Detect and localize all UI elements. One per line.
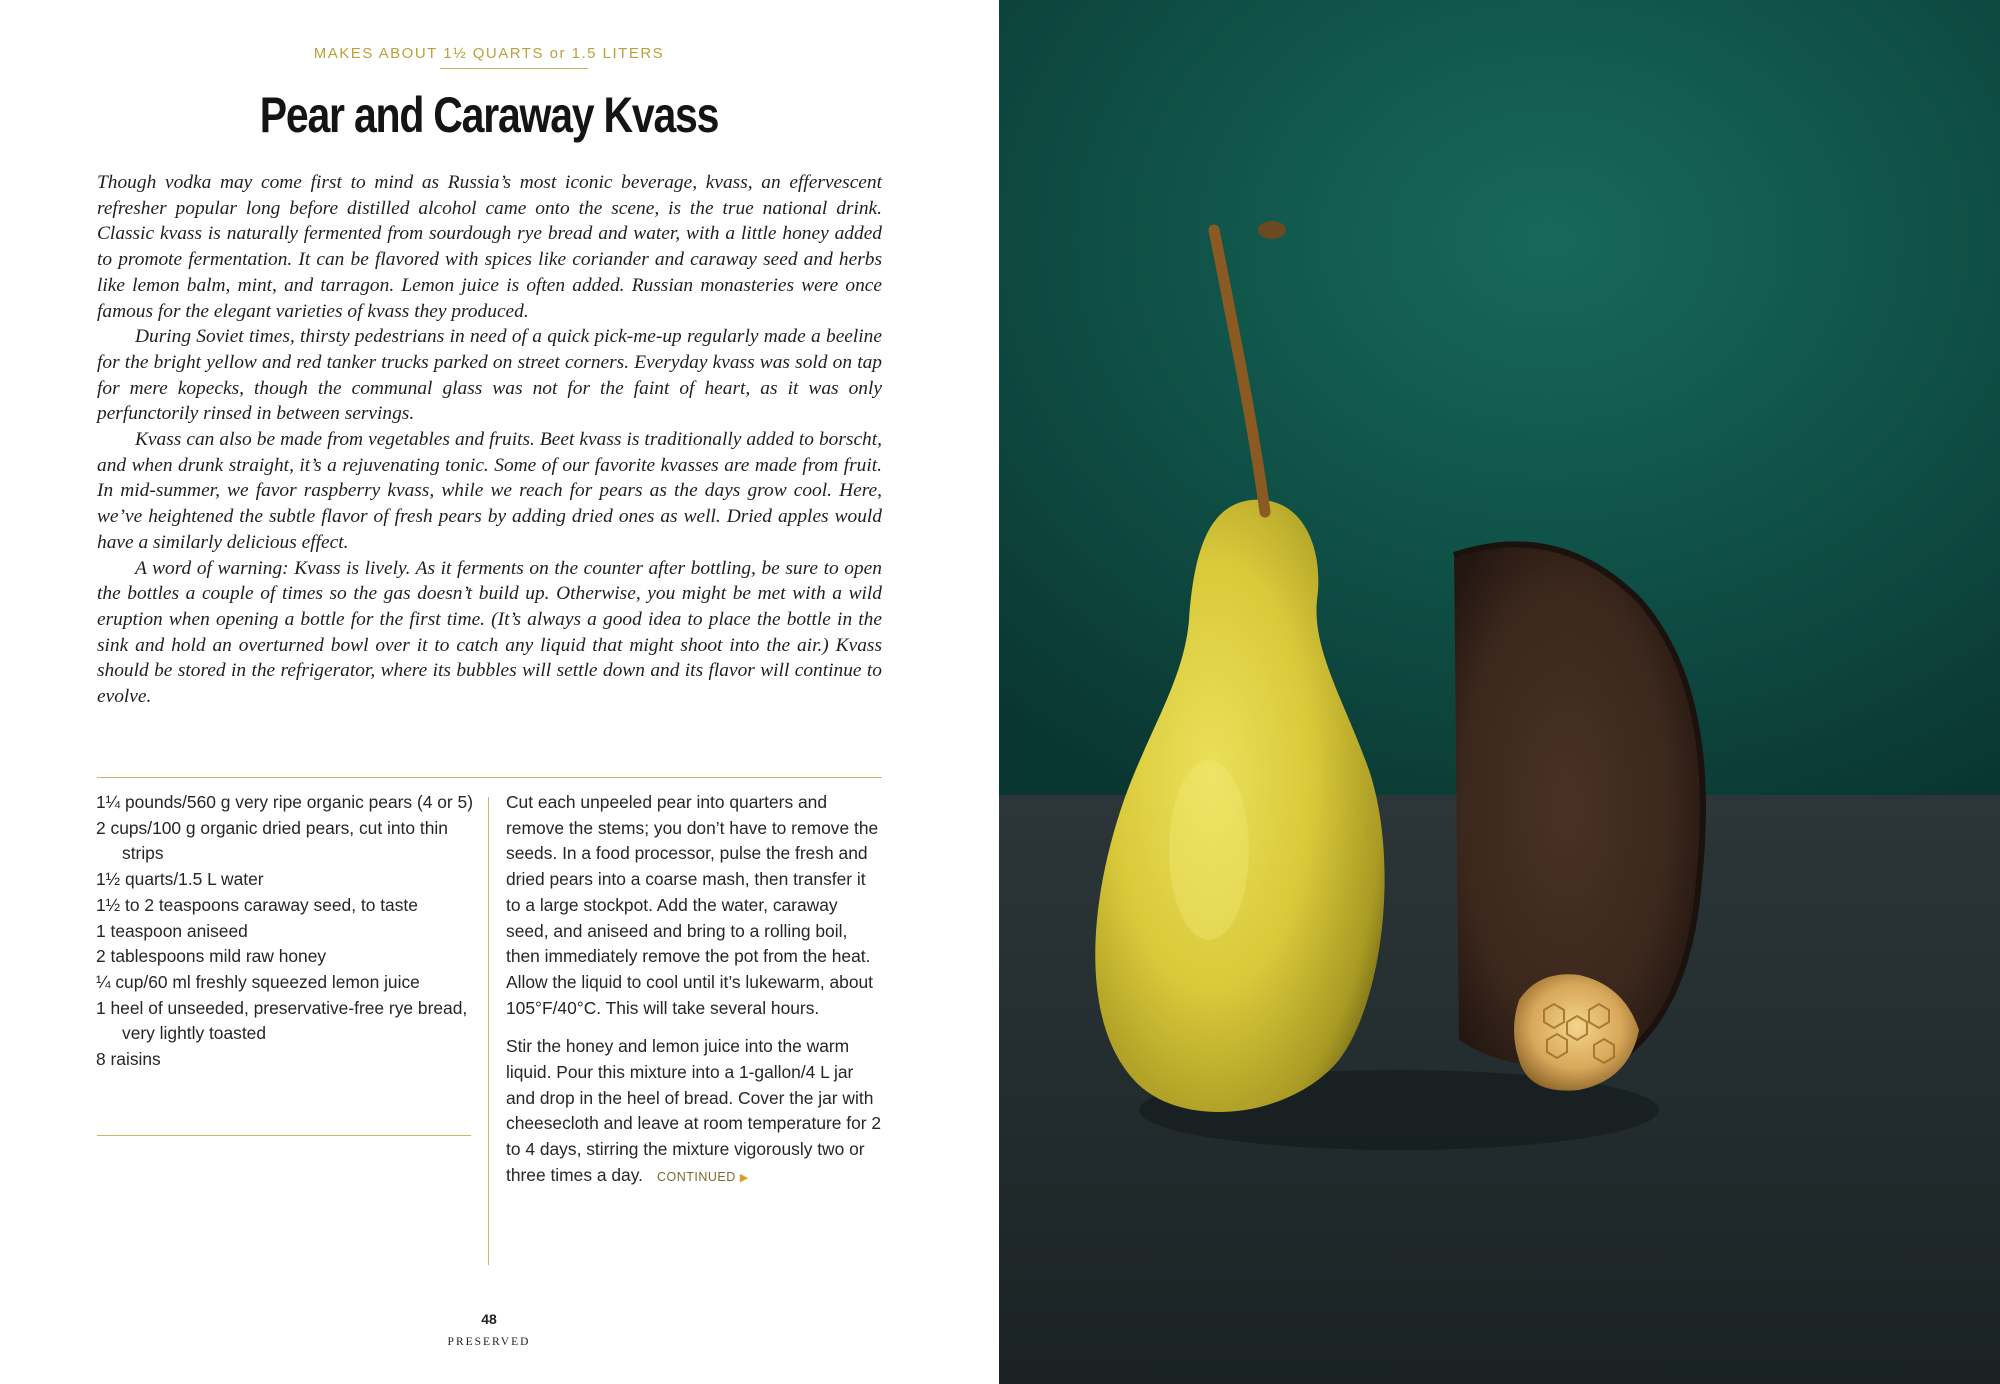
pear-highlight (1169, 760, 1249, 940)
section-divider (97, 777, 882, 778)
triangle-right-icon: ▶ (739, 1171, 749, 1184)
ingredient-item: 2 tablespoons mild raw honey (96, 946, 327, 967)
ingredients-list (96, 790, 476, 1073)
method-text (506, 790, 882, 1192)
ingredient-item: 1 teaspoon aniseed (96, 920, 248, 941)
continued-link[interactable] (657, 1170, 749, 1184)
continued-label: CONTINUED (656, 1169, 736, 1184)
pear-stem-tip (1258, 221, 1286, 239)
ingredient-item: 8 raisins (96, 1049, 161, 1070)
method-step-text: Stir the honey and lemon juice into the warm liquid. Pour this mixture into a 1-gallon/4 L jar and drop in the heel of bread. Cover the jar with cheesecloth and leave at room temperature for 2 to 4 days, stirring the mixture vigorously two or three times a day. (506, 1036, 882, 1185)
page-number: 48 (481, 1311, 497, 1327)
method-step (506, 1034, 882, 1191)
still-life-illustration (999, 0, 2000, 1384)
photo-pear-bread-honeycomb (999, 0, 2000, 1384)
ingredient-item: 1¼ pounds/560 g very ripe organic pears (4 or 5) (96, 792, 474, 812)
intro-paragraph: A word of warning: Kvass is lively. As it ferments on the counter after bottling, be sure to open the bottles a couple of times so the gas doesn’t build up. Otherwise, you might be met with a wild eruption when opening a bottle for the first time. (It’s always a good idea to place the bottle in the sink and hold an overturned bowl over it to catch any liquid that might shoot into the air.) Kvass should be stored in the refrigerator, where its bubbles will settle down and its flavor will continue to evolve. (97, 557, 882, 708)
running-head: PRESERVED (447, 1336, 531, 1348)
ingredient-item: 1 heel of unseeded, preservative-free rye bread, very lightly toasted (96, 997, 468, 1044)
ingredient-item: ¼ cup/60 ml freshly squeezed lemon juice (96, 971, 420, 992)
ingredient-item: 1½ to 2 teaspoons caraway seed, to taste (96, 894, 418, 915)
ingredient-item: 1½ quarts/1.5 L water (96, 869, 264, 890)
intro-paragraph: Though vodka may come first to mind as Russia’s most iconic beverage, kvass, an effervescent refresher popular long before distilled alcohol came onto the scene, is the true national drink. Classic kvass is naturally fermented from sourdough rye bread and water, with a little honey added to promote fermentation. It can be flavored with spices like coriander and caraway seed and herbs like lemon balm, mint, and tarragon. Lemon juice is often added. Russian monasteries were once famous for the elegant varieties of kvass they produced. (97, 172, 882, 322)
intro-text (97, 170, 882, 710)
recipe-title: Pear and Caraway Kvass (259, 87, 719, 143)
ingredients-divider (97, 1135, 471, 1136)
recipe-yield: MAKES ABOUT 1½ QUARTS or 1.5 LITERS (313, 45, 665, 62)
yield-underline (440, 68, 588, 69)
intro-paragraph: Kvass can also be made from vegetables and fruits. Beet kvass is traditionally added to borscht, and when drunk straight, it’s a rejuvenating tonic. Some of our favorite kvasses are made from fruit. In mid-summer, we favor raspberry kvass, while we reach for pears as the days grow cool. Here, we’ve heightened the subtle flavor of fresh pears by adding dried ones as well. Dried apples would have a similarly delicious effect. (97, 429, 882, 553)
ingredient-item: 2 cups/100 g organic dried pears, cut into thin strips (96, 817, 448, 864)
intro-paragraph: During Soviet times, thirsty pedestrians in need of a quick pick-me-up regularly made a beeline for the bright yellow and red tanker trucks parked on street corners. Everyday kvass was sold on tap for mere kopecks, though the communal glass was not for the faint of heart, as it was only perfunctorily rinsed in between servings. (97, 326, 882, 425)
left-page (0, 0, 999, 1384)
method-step: Cut each unpeeled pear into quarters and remove the stems; you don’t have to remove the seeds. In a food processor, pulse the fresh and dried pears into a coarse mash, then transfer it to a large stockpot. Add the water, caraway seed, and aniseed and bring to a rolling boil, then immediately remove the pot from the heat. Allow the liquid to cool until it’s lukewarm, about 105°F/40°C. This will take several hours. (506, 792, 879, 1018)
column-divider (488, 797, 489, 1265)
